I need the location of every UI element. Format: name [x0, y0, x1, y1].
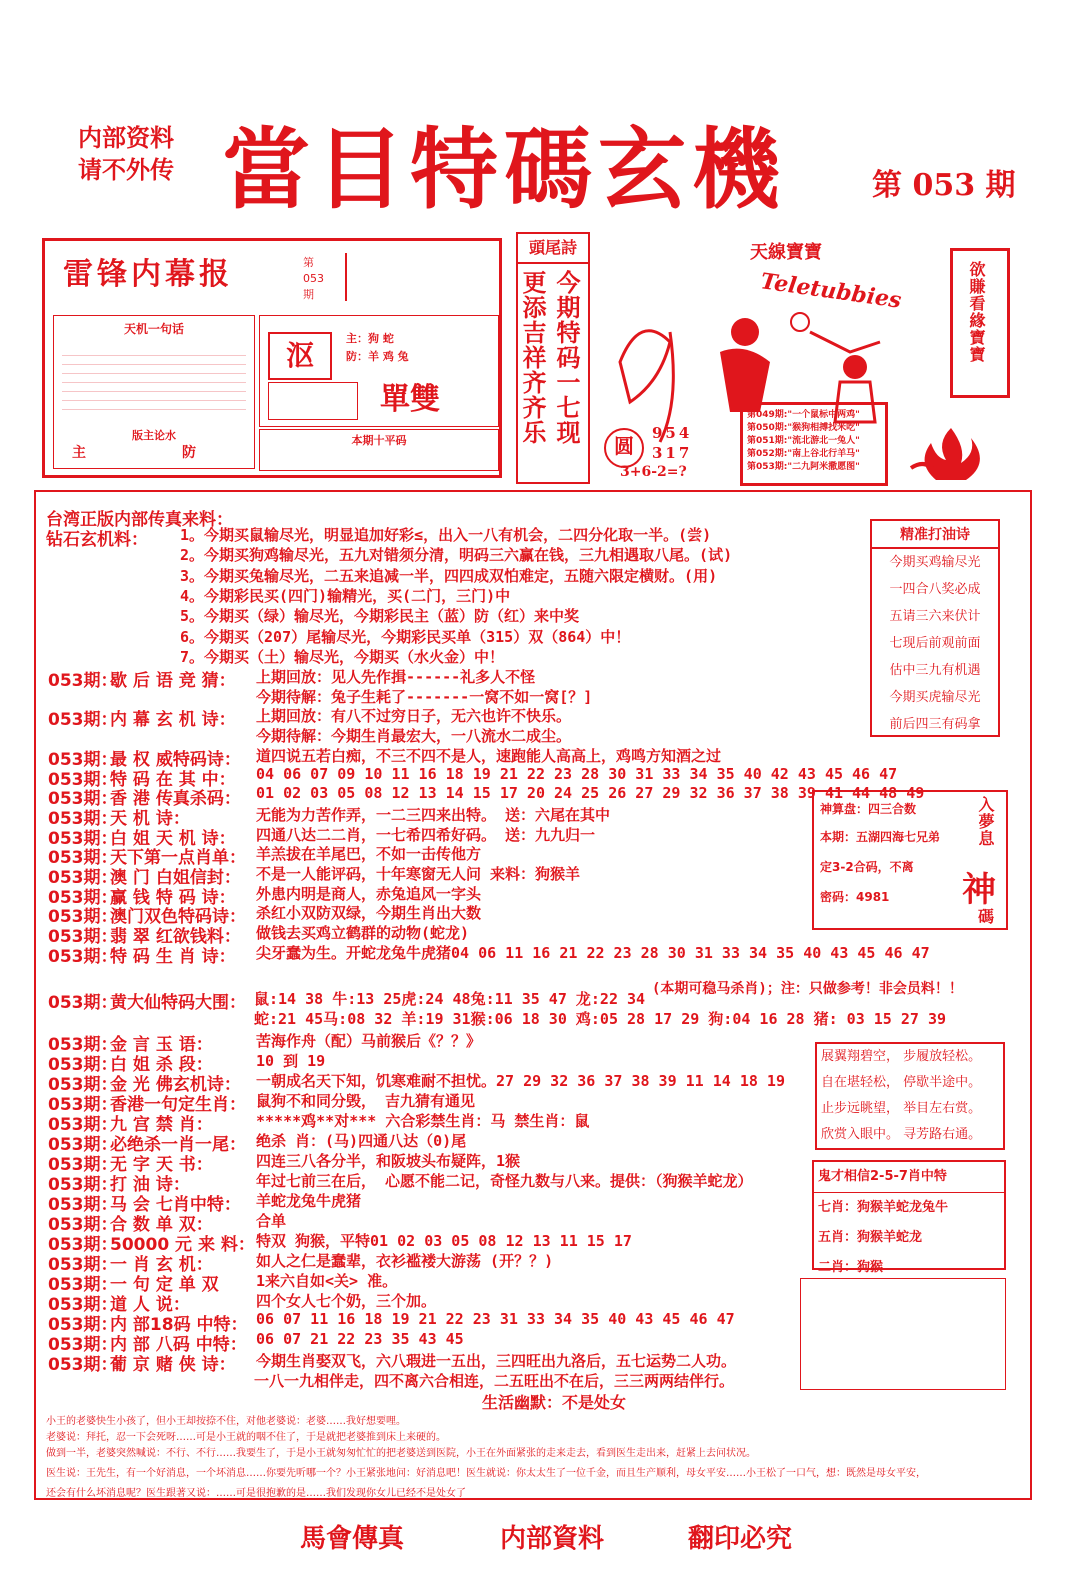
row-prefix: 053期：: [48, 769, 118, 790]
row-text: 无能为力苦作弄，一二三四来出特。 送：六尾在其中: [256, 805, 611, 824]
issue-number: 第 053 期: [872, 168, 1016, 203]
row-prefix: 053期：: [48, 1355, 118, 1375]
row-prefix: 053期：: [48, 946, 118, 967]
dream-vertical-title: 入夢息: [976, 796, 995, 847]
ghost-title: 鬼才相信2-5-7肖中特: [814, 1162, 1004, 1193]
footer-c: 翻印必究: [688, 1524, 793, 1554]
duxia-line-2: 一八一九相伴走，四不离六合相连，二五旺出不在后，三三两两结伴行。: [254, 1372, 735, 1390]
row-label: 金 光 佛玄机诗：: [110, 1075, 241, 1095]
tip-line: 七现后前观前面: [889, 636, 981, 651]
row-text: *****鸡**对*** 六合彩禁生肖：马 禁生肖：鼠: [256, 1112, 590, 1130]
row-prefix: 053期：: [48, 789, 118, 810]
row-text: 杀红小双防双绿，今期生肖出大数: [256, 904, 482, 923]
story-line: 还会有什么坏消息呢？医生跟著又说：……可是很抱歉的是……我们发现你女儿已经不是处女了: [46, 1488, 466, 1499]
dream-line: 神算盘：四三合数: [820, 802, 917, 816]
row-label: 澳门双色特码诗：: [110, 907, 246, 928]
banner-right: [950, 248, 1010, 398]
row-text: 四通八达二二肖，一七希四希好码。 送：九九归一: [256, 825, 596, 844]
history-item: 第050期:"猴狗相搏找米吃": [747, 423, 860, 433]
row-text: 绝杀 肖：(马)四通八达（0)尾: [256, 1132, 467, 1150]
row-text: 不是一人能评码，十年寒窗无人问 来料：狗猴羊: [256, 865, 581, 883]
diamond-label: 钻石玄机料：: [46, 530, 148, 550]
row-label: 赢 钱 特 码 诗：: [110, 887, 236, 908]
row-text: 上期回放：见人先作揖------礼多人不怪: [256, 668, 536, 686]
leifeng-title: 雷锋内幕报: [63, 257, 233, 292]
row-prefix: 053期：: [48, 927, 118, 948]
poem-head: 頭尾詩: [518, 234, 588, 264]
row-text: 羊羔拔在羊尾巴，不如一击传他方: [256, 845, 482, 864]
row-text: 今期待解：兔子生耗了-------一窝不如一窝[？]: [256, 687, 593, 706]
row-prefix: 053期：: [48, 1055, 118, 1075]
history-item: 第051期:"流北游北一兔人": [747, 436, 860, 446]
ghost-line: 七肖：狗猴羊蛇龙兔牛: [818, 1200, 949, 1215]
banner-right-text: 欲賺看緣寶寶: [967, 261, 986, 363]
internal-line-1: 内部资料: [78, 124, 174, 152]
leifeng-panel: [42, 238, 502, 478]
huang-prefix: 053期：: [48, 993, 118, 1013]
row-text: 04 06 07 09 10 11 16 18 19 21 22 23 28 30 31 33 34 35 40 42 43 45 46 47: [256, 764, 898, 783]
leifeng-danshuang: 單雙: [380, 382, 440, 417]
row-label: 一 肖 玄 机：: [110, 1255, 213, 1275]
step-poem-line: 止步远眺望， 举目左右赏。: [821, 1101, 982, 1116]
footer-a: 馬會傳真: [300, 1524, 405, 1554]
history-item: 第053期:"二九阿米撒愿图": [747, 462, 860, 472]
row-label: 内 部 八码 中特：: [110, 1335, 247, 1355]
leifeng-left-bottom: 版主论水: [132, 429, 176, 442]
row-text: 尖牙蠢为生。开蛇龙兔牛虎猪04 06 11 16 21 22 23 28 30 31 33 34 35 40 43 45 46 47: [256, 943, 930, 962]
row-prefix: 053期：: [48, 1135, 118, 1155]
internal-line-2: 请不外传: [78, 156, 174, 184]
ghost-box: [812, 1160, 1006, 1275]
diamond-item: 2。今期买狗鸡输尽光，五九对错须分清，明码三六赢在钱，三九相遇取八尾。(试): [180, 546, 733, 565]
diamond-item: 6。今期买（207）尾输尽光，今期彩民买单（315）双（864）中！: [180, 627, 631, 646]
row-text: 外患内明是商人，赤兔追风一字头: [256, 884, 482, 903]
leifeng-bottom-box: [259, 429, 499, 471]
internal-notice: [78, 122, 174, 186]
tip-title: 精准打油诗: [872, 521, 998, 549]
row-label: 马 会 七肖中特：: [110, 1195, 241, 1215]
row-label: 50000 元 来 料：: [110, 1235, 255, 1255]
row-prefix: 053期：: [48, 1255, 118, 1275]
leifeng-zhu-shengxiao: 主：狗 蛇: [346, 332, 394, 345]
circle-char: 圆: [604, 428, 644, 468]
step-poem-line: 展翼翔碧空， 步履放轻松。: [821, 1049, 982, 1064]
diamond-item: 5。今期买（绿）输尽光，今期彩民主（蓝）防（红）来中奖: [180, 607, 580, 626]
leifeng-zhu: 主: [72, 445, 86, 461]
row-prefix: 053期：: [48, 868, 118, 888]
row-prefix: 053期：: [48, 887, 118, 908]
row-prefix: 053期：: [48, 1035, 118, 1055]
poem-column-2: 更添吉祥齐齐乐: [518, 270, 546, 445]
row-label: 金 言 玉 语：: [110, 1035, 213, 1055]
poem-column-1: 今期特码一七现: [552, 270, 580, 445]
row-text: 今期待解：今期生肖最宏大，一八流水二成尘。: [256, 727, 572, 746]
row-text: 上期回放：有八不过穷日子，无六也许不快乐。: [256, 707, 572, 726]
story-line: 做到一半，老婆突然喊说：不行、不行……我要生了，于是小王就匆匆忙忙的把老婆送到医院，小王在外面紧张的走来走去，看到医生走出来，赶紧上去问状况。: [46, 1448, 756, 1459]
row-text: 做钱去买鸡立鹤群的动物(蛇龙): [256, 924, 470, 943]
row-label: 最 权 威特码诗：: [110, 749, 241, 770]
row-label: 翡 翠 红欲钱料：: [110, 927, 241, 948]
step-poem-line: 自在堪轻松， 停歇半途中。: [821, 1075, 982, 1090]
leifeng-small-box: [268, 382, 358, 420]
row-prefix: 053期：: [48, 1075, 118, 1095]
row-prefix: 053期：: [48, 710, 118, 731]
leifeng-fine-lines: [62, 347, 246, 417]
row-prefix: 053期：: [48, 848, 118, 869]
tip-line: 五请三六来伏计: [889, 609, 981, 624]
leifeng-fang-shengxiao: 防：羊 鸡 兔: [346, 350, 409, 363]
huang-note: (本期可稳马杀肖)；注：只做参考！非会员料！！: [652, 981, 963, 997]
row-text: 今期生肖娶双飞，六八瑕进一五出，三四旺出九洛后，五七运势二人功。: [256, 1352, 737, 1370]
tip-poem-box: [870, 519, 1000, 737]
diamond-item: 1。今期买鼠输尽光，明显追加好彩≤，出入一八有机会，二四分化取一半。(尝): [180, 526, 712, 544]
row-prefix: 053期：: [48, 671, 118, 691]
story-line: 医生说：王先生，有一个好消息，一个坏消息……你要先听哪一个？小王紧张地问：好消息吧！医生就说：你太太生了一位千金，而且生产顺利，母女平安……小王松了一口气，想：既然是母女平安，: [46, 1468, 926, 1479]
dream-shen: 神: [962, 870, 996, 910]
tip-line: 估中三九有机遇: [889, 663, 981, 678]
row-label: 九 宫 禁 肖：: [110, 1115, 213, 1135]
tip-line: 今期买鸡输尽光: [889, 555, 981, 570]
leifeng-issue: 第053期: [303, 256, 324, 301]
blank-box: [800, 1278, 1006, 1390]
tip-line: 一四合八奖必成: [889, 582, 981, 597]
leifeng-bottom-title: 本期十平码: [351, 434, 407, 447]
row-prefix: 053期：: [48, 1275, 118, 1295]
row-text: 06 07 21 22 23 35 43 45: [256, 1330, 464, 1348]
ghost-line: 五肖：狗猴羊蛇龙: [818, 1230, 923, 1245]
huang-line-2: 蛇:21 45马:08 32 羊:19 31猴:06 18 30 鸡:05 28 17 29 狗:04 16 28 猪: 03 15 27 39: [254, 1010, 947, 1028]
row-prefix: 053期：: [48, 1175, 118, 1195]
step-poem-box: [815, 1042, 1005, 1150]
row-label: 葡 京 赌 侠 诗：: [110, 1355, 236, 1375]
fire-icon: [906, 418, 996, 488]
diamond-item: 4。今期彩民买(四门)输精光，买(二门，三门)中: [180, 586, 511, 605]
row-label: 香港一句定生肖：: [110, 1095, 246, 1115]
footer-b: 内部資料: [500, 1524, 605, 1554]
row-label: 道 人 说：: [110, 1295, 190, 1315]
tip-line: 前后四三有码拿: [889, 717, 981, 732]
row-text: 四个女人七个奶，三个加。: [256, 1292, 437, 1310]
head-tail-poem: [516, 232, 590, 484]
leifeng-fang: 防: [182, 445, 196, 461]
leifeng-fineprint: [345, 253, 495, 301]
dream-ma: 碼: [978, 907, 995, 926]
row-label: 无 字 天 书：: [110, 1155, 213, 1175]
leifeng-big-char: 沤: [268, 332, 332, 380]
history-item: 第049期:"一个鼠标中两鸡": [747, 410, 860, 420]
teletubbies-brand: Teletubbies: [758, 268, 903, 314]
row-label: 内 幕 玄 机 诗：: [110, 710, 236, 731]
row-label: 天下第一点肖单：: [110, 848, 246, 869]
row-prefix: 053期：: [48, 1235, 118, 1255]
row-label: 内 部18码 中特：: [110, 1315, 248, 1335]
leifeng-right-box: [259, 315, 499, 427]
huang-line-1: 鼠:14 38 牛:13 25虎:24 48兔:11 35 47 龙:22 34: [254, 990, 646, 1008]
row-text: 道四说五若白痴，不三不四不是人，速跑能人高高上，鸡鸣方知酒之过: [256, 746, 722, 765]
row-text: 特双 狗猴，平特01 02 03 05 08 12 13 11 15 17: [256, 1232, 632, 1250]
leifeng-left-box: [53, 315, 255, 469]
intro-heading: 台湾正版内部传真来料：: [46, 510, 233, 530]
leifeng-left-title: 天机一句话: [123, 322, 184, 336]
row-text: 06 07 11 16 18 19 21 22 23 31 33 34 35 40 43 45 46 47: [256, 1310, 735, 1328]
row-label: 天 机 诗：: [110, 808, 190, 829]
row-prefix: 053期：: [48, 1095, 118, 1115]
row-text: 一朝成名天下知，饥寒难耐不担忧。27 29 32 36 37 38 39 11 14 18 19: [256, 1072, 785, 1090]
row-label: 白 姐 天 机 诗：: [110, 828, 236, 849]
row-label: 香 港 传真杀码：: [110, 789, 241, 810]
dream-line: 本期：五湖四海七兄弟: [820, 830, 941, 844]
row-text: 四连三八各分半，和阪坡头布疑阵，1猴: [256, 1152, 521, 1170]
row-label: 歇 后 语 竞 猜：: [110, 671, 236, 691]
row-prefix: 053期：: [48, 749, 118, 770]
page-title: 當目特碼玄機: [222, 117, 787, 221]
row-prefix: 053期：: [48, 1295, 118, 1315]
story-line: 老婆说：拜托，忍一下会死呀……可是小王就的咽不住了，于是就把老婆推到床上来硬的。: [46, 1432, 446, 1443]
step-poem-line: 欣赏入眼中。 寻芳路右通。: [821, 1127, 982, 1142]
row-label: 一 句 定 单 双: [110, 1275, 219, 1295]
humor-title: 生活幽默：不是处女: [482, 1393, 627, 1412]
row-prefix: 053期：: [48, 1315, 118, 1335]
row-label: 合 数 单 双：: [110, 1215, 213, 1235]
row-text: 苦海作舟（配）马前猴后《？？》: [256, 1032, 482, 1050]
row-text: 1来六自如<关> 准。: [256, 1272, 398, 1290]
numbers-bottom: 317: [652, 444, 693, 462]
diamond-item: 7。今期买（土）输尽光，今期买（水火金）中！: [180, 647, 505, 666]
teletubbies-top-text: 天線寶寶: [750, 242, 822, 263]
row-text: 鼠狗不和同分毁， 吉九猜有通见: [256, 1092, 476, 1110]
tip-line: 今期买虎输尽光: [889, 690, 981, 705]
row-text: 合单: [256, 1212, 287, 1230]
row-prefix: 053期：: [48, 1115, 118, 1135]
row-label: 特 码 在 其 中：: [110, 769, 236, 790]
dream-line: 定3-2合码，不离: [820, 860, 914, 874]
row-text: 如人之仁是蠢辈，衣衫褴褛大游荡 (开？？): [256, 1252, 554, 1270]
row-label: 必绝杀一肖一尾：: [110, 1135, 246, 1155]
history-box: [740, 402, 888, 486]
row-prefix: 053期：: [48, 1335, 118, 1355]
huang-label: 黄大仙特码大围：: [110, 993, 246, 1013]
row-label: 白 姐 杀 段：: [110, 1055, 213, 1075]
row-label: 特 码 生 肖 诗：: [110, 946, 236, 967]
row-prefix: 053期：: [48, 828, 118, 849]
row-prefix: 053期：: [48, 907, 118, 928]
dream-line: 密码：4981: [820, 890, 890, 904]
diamond-item: 3。今期买兔输尽光，二五来追减一半，四四成双怕难定，五随六限定横财。(用): [180, 566, 718, 585]
row-prefix: 053期：: [48, 1215, 118, 1235]
row-prefix: 053期：: [48, 1195, 118, 1215]
row-prefix: 053期：: [48, 808, 118, 829]
ghost-line: 二肖：狗猴: [818, 1260, 884, 1275]
row-text: 年过七前三在后， 心愿不能二记，奇怪九数与八来。提供：（狗猴羊蛇龙）: [256, 1172, 753, 1190]
row-prefix: 053期：: [48, 1155, 118, 1175]
story-line: 小王的老婆快生小孩了，但小王却按捺不住，对他老婆说：老婆……我好想要哩。: [46, 1416, 406, 1427]
row-text: 10 到 19: [256, 1052, 326, 1070]
history-item: 第052期:"南上谷北行羊马": [747, 449, 860, 459]
row-text: 01 02 03 05 08 12 13 14 15 17 20 24 25 26 27 29 32 36 37 38 39 41 44 48 49: [256, 784, 925, 803]
numbers-top: 954: [652, 424, 693, 442]
dream-box: [812, 790, 1008, 930]
row-text: 羊蛇龙兔牛虎猪: [256, 1192, 362, 1210]
formula: 3+6-2=?: [620, 464, 687, 480]
row-label: 打 油 诗：: [110, 1175, 190, 1195]
row-label: 澳 门 白姐信封：: [110, 868, 241, 888]
